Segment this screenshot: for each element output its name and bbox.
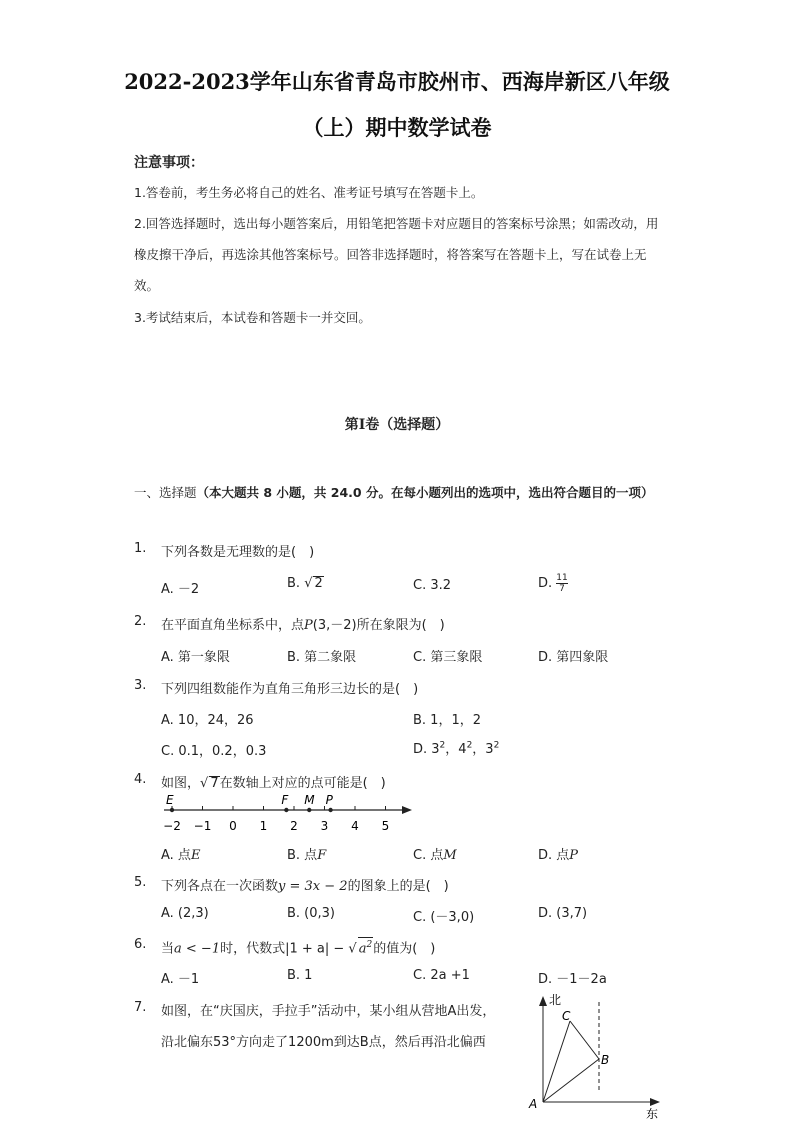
question-number: 2. — [134, 614, 147, 629]
arrow-icon — [650, 1098, 660, 1106]
q5-option-b: B. (0,3) — [287, 906, 336, 921]
segment-ac — [543, 1021, 570, 1102]
number-line-figure — [150, 792, 420, 834]
question-number: 3. — [134, 678, 147, 693]
option-label: D. 3 — [413, 742, 440, 757]
radicand: 2 — [314, 576, 323, 591]
point-label-b: B — [601, 1053, 610, 1067]
q4-option-d — [538, 844, 578, 863]
exam-title-line2: （上）期中数学试卷 — [302, 115, 492, 140]
exponent: 2 — [466, 740, 473, 751]
q6-option-b: B. 1 — [287, 968, 313, 983]
notice-item-3: 3.考试结束后，本试卷和答题卡一并交回。 — [134, 310, 371, 325]
stem-text: 在平面直角坐标系中，点 — [161, 618, 305, 633]
direction-figure — [524, 990, 664, 1120]
part-heading-label: 一、选择题 — [134, 485, 197, 500]
q6-option-a: A. －1 — [161, 972, 200, 987]
axis-point-f — [284, 808, 288, 812]
exam-title-line1: 2022-2023学年山东省青岛市胶州市、西海岸新区八年级 — [124, 69, 670, 94]
math-variable: P — [304, 618, 313, 633]
q1-option-c: C. 3.2 — [413, 578, 452, 593]
math-variable: E — [190, 848, 201, 863]
point-label-a: A — [529, 1097, 538, 1111]
exponent: 2 — [439, 740, 446, 751]
arrow-icon — [402, 806, 412, 814]
math-variable: P — [569, 848, 579, 863]
part-heading — [134, 477, 664, 508]
question-stem-line2: 沿北偏东53°方向走了1200m到达B点，然后再沿北偏西 — [161, 1035, 486, 1050]
tick-label: 2 — [290, 819, 298, 833]
option-label: B. — [287, 576, 305, 591]
question-number: 7. — [134, 1000, 147, 1015]
question-number: 5. — [134, 875, 147, 890]
q5-option-d: D. (3,7) — [538, 906, 588, 921]
q1-option-a: A. －2 — [161, 582, 200, 597]
option-label: C. 点 — [413, 848, 444, 863]
option-text: ，3 — [472, 742, 494, 757]
question-stem: 下列四组数能作为直角三角形三边长的是( ) — [161, 682, 419, 697]
axis-point-label-e: E — [166, 793, 174, 807]
notice-item-2: 2.回答选择题时，选出每小题答案后，用铅笔把答题卡对应题目的答案标号涂黑；如需改动，用橡皮擦干净后，再选涂其他答案标号。回答非选择题时，将答案写在答题卡上，写在试卷上无效。 — [134, 216, 659, 293]
radicand — [358, 937, 374, 956]
q1-option-d — [538, 573, 568, 594]
question-stem: 下列各数是无理数的是( ) — [161, 545, 315, 560]
q3-option-b: B. 1，1，2 — [413, 713, 481, 728]
fraction — [556, 573, 567, 594]
q4-option-c — [413, 844, 457, 863]
q2-option-d: D. 第四象限 — [538, 650, 609, 665]
option-label: B. 点 — [287, 848, 318, 863]
stem-text: 在数轴上对应的点可能是( ) — [219, 776, 386, 791]
q6-option-c: C. 2a +1 — [413, 968, 470, 983]
notice-heading: 注意事项： — [134, 155, 204, 171]
tick-label: −2 — [163, 819, 181, 833]
sqrt-symbol: √ — [348, 941, 357, 957]
tick-label: 4 — [351, 819, 359, 833]
q1-option-b — [287, 576, 324, 591]
section-title: 第Ⅰ卷（选择题） — [344, 417, 450, 433]
q5-option-a: A. (2,3) — [161, 906, 209, 921]
option-text: ，4 — [445, 742, 467, 757]
stem-text: (3,－2)所在象限为( ) — [312, 618, 445, 633]
q4-option-b — [287, 844, 326, 863]
exponent: 2 — [493, 740, 500, 751]
question-stem — [161, 937, 435, 956]
tick-label: 0 — [229, 819, 237, 833]
stem-text: 如图， — [161, 776, 201, 791]
q3-option-d — [413, 738, 499, 757]
option-label: D. 点 — [538, 848, 570, 863]
stem-text: 当 — [161, 941, 175, 957]
q2-option-b: B. 第二象限 — [287, 650, 357, 665]
q6-option-d: D. －1－2a — [538, 972, 607, 987]
fraction-numerator: 11 — [556, 573, 568, 583]
q2-option-a: A. 第一象限 — [161, 650, 230, 665]
segment-bc — [570, 1021, 599, 1059]
point-label-c: C — [562, 1009, 571, 1023]
q3-option-a: A. 10，24，26 — [161, 713, 254, 728]
axis-point-label-f: F — [281, 793, 289, 807]
tick-label: 1 — [259, 819, 268, 833]
axis-point-label-p: P — [325, 793, 333, 807]
radicand-base: a — [358, 941, 367, 957]
q3-option-c: C. 0.1，0.2，0.3 — [161, 744, 267, 759]
stem-text: 的值为( ) — [373, 941, 436, 957]
math-variable: M — [443, 848, 457, 863]
radicand: 7 — [210, 776, 219, 791]
question-stem — [161, 772, 386, 791]
arrow-icon — [539, 996, 547, 1006]
math-variable: F — [317, 848, 327, 863]
axis-point-p — [328, 808, 332, 812]
notice-item-1: 1.答卷前，考生务必将自己的姓名、准考证号填写在答题卡上。 — [134, 185, 484, 200]
exponent: 2 — [366, 940, 373, 950]
axis-point-label-m: M — [304, 793, 315, 807]
stem-text: 下列各点在一次函数 — [161, 879, 279, 894]
question-number: 6. — [134, 937, 147, 952]
question-stem — [161, 614, 445, 633]
question-stem-line1: 如图，在“庆国庆，手拉手”活动中，某小组从营地A出发， — [161, 1004, 496, 1019]
option-label: D. — [538, 576, 557, 591]
tick-label: −1 — [193, 819, 212, 833]
q5-option-c: C. (－3,0) — [413, 910, 475, 925]
tick-label: 5 — [381, 819, 390, 833]
q2-option-c: C. 第三象限 — [413, 650, 483, 665]
axis-point-e — [170, 808, 174, 812]
q4-option-a — [161, 844, 200, 863]
question-number: 4. — [134, 772, 147, 787]
math-expression: a < −1 — [174, 941, 221, 957]
stem-text: 的图象上的是( ) — [347, 879, 449, 894]
math-expression: y = 3x − 2 — [278, 879, 348, 894]
stem-text: 时，代数式|1 + a| − — [220, 941, 349, 957]
tick-label: 3 — [320, 819, 329, 833]
fraction-denominator: 7 — [556, 583, 567, 594]
axis-point-m — [307, 808, 311, 812]
question-stem — [161, 875, 449, 894]
north-label: 北 — [549, 993, 562, 1007]
part-heading-detail: （本大题共 8 小题，共 24.0 分。在每小题列出的选项中，选出符合题目的一项） — [196, 485, 654, 500]
question-number: 1. — [134, 541, 147, 556]
sqrt-symbol: √ — [200, 776, 209, 791]
option-label: A. 点 — [161, 848, 191, 863]
east-label: 东 — [646, 1107, 659, 1120]
segment-ab — [543, 1059, 599, 1102]
sqrt-symbol: √ — [304, 576, 313, 591]
